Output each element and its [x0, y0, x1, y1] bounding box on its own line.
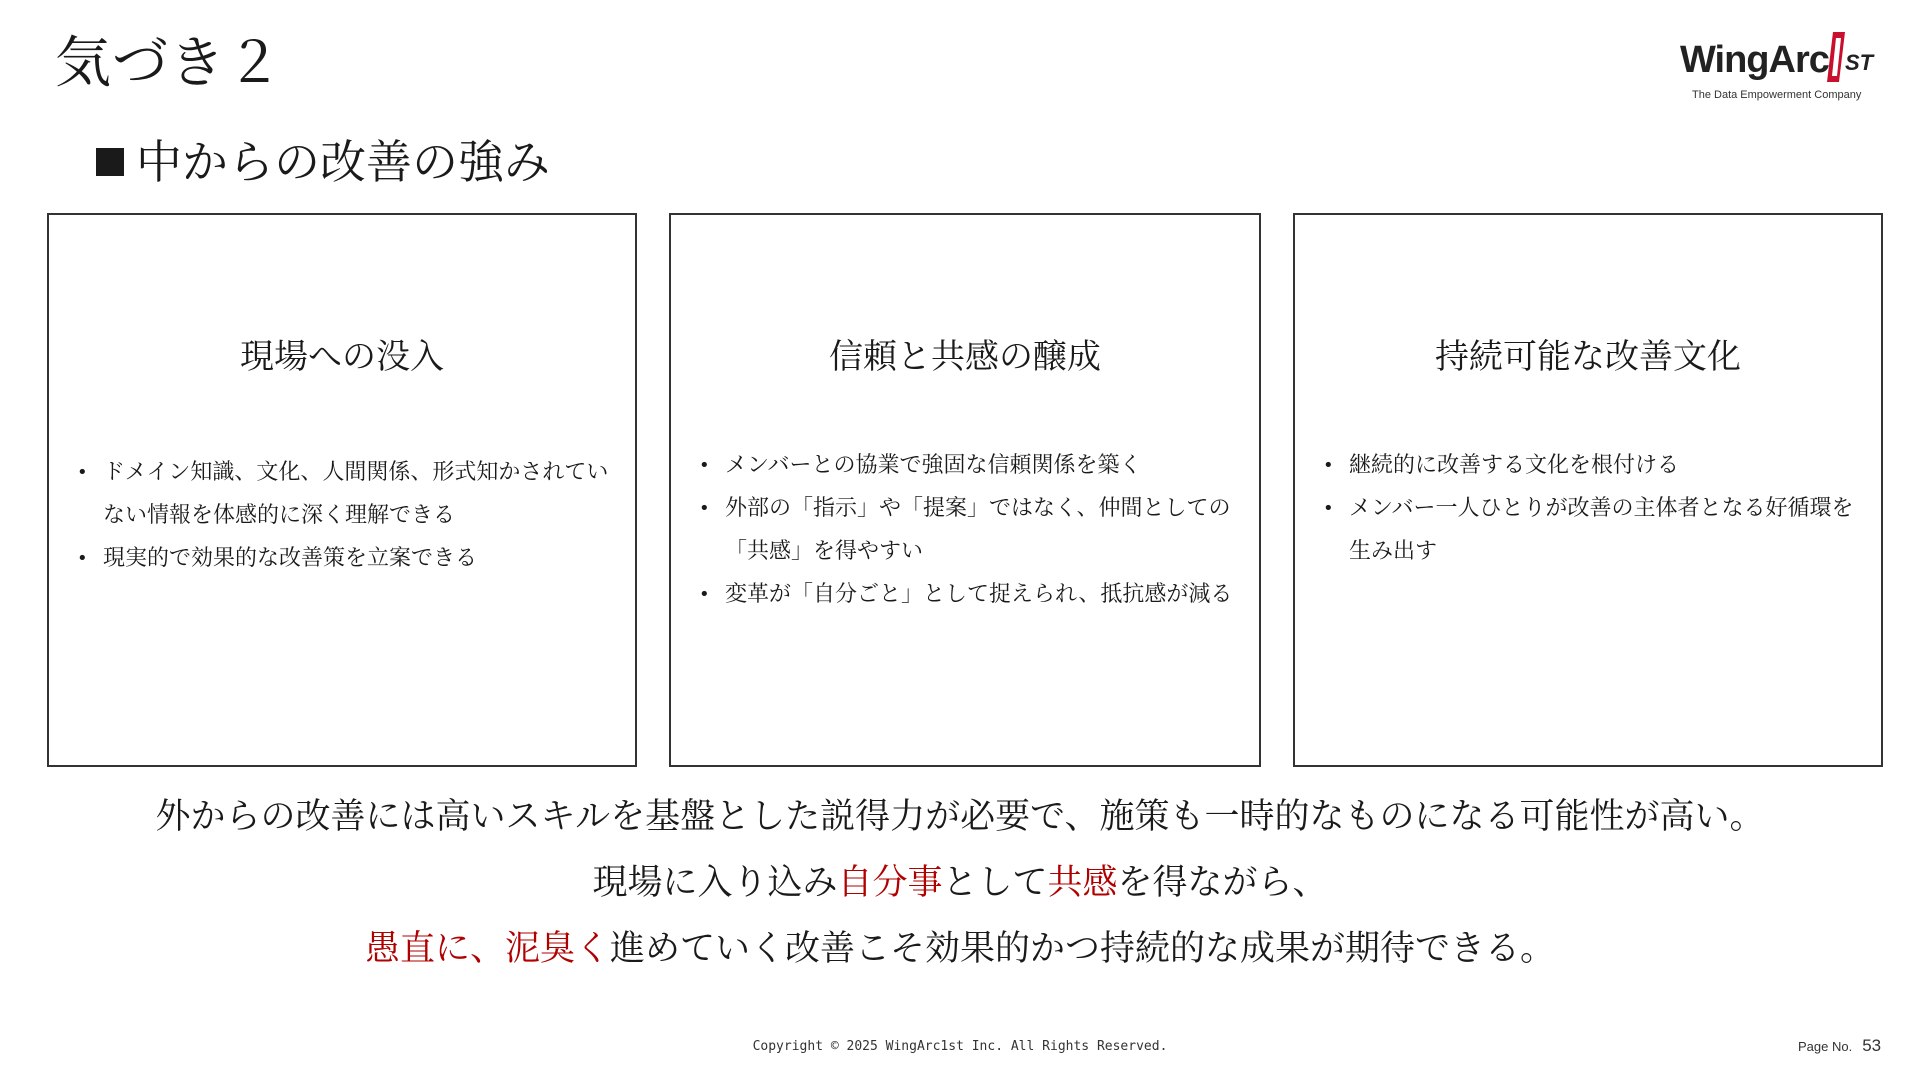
bullet-text: メンバー一人ひとりが改善の主体者となる好循環を生み出す — [1349, 496, 1854, 564]
bullet-dot-icon: • — [77, 548, 88, 569]
bullet-dot-icon: • — [77, 462, 88, 483]
logo-suffix: ST — [1845, 50, 1874, 75]
bullet-text: 継続的に改善する文化を根付ける — [1349, 453, 1680, 478]
section-heading — [96, 132, 550, 192]
list-item — [695, 444, 1243, 487]
list-item — [695, 487, 1243, 573]
list-item — [1319, 487, 1865, 573]
logo-wordmark: WingArc — [1680, 39, 1829, 81]
card-bullet-list — [1319, 444, 1865, 573]
conclusion-segment: 進めていく改善こそ効果的かつ持続的な成果が期待できる。 — [610, 929, 1556, 969]
card-title: 信頼と共感の醸成 — [829, 337, 1101, 377]
strength-card-sustainable-culture — [1293, 213, 1883, 767]
conclusion-segment: を得ながら、 — [1117, 863, 1328, 903]
strength-card-immersion — [47, 213, 637, 767]
bullet-dot-icon: • — [1323, 498, 1334, 519]
conclusion-line-2 — [0, 858, 1920, 908]
bullet-dot-icon: • — [699, 584, 710, 605]
logo-tagline: The Data Empowerment Company — [1692, 89, 1862, 101]
square-bullet-icon — [96, 148, 124, 176]
conclusion-line-3 — [0, 924, 1920, 974]
page-number-label: Page No. — [1798, 1039, 1853, 1054]
list-item — [73, 451, 619, 537]
bullet-dot-icon: • — [699, 455, 710, 476]
bullet-text: 現実的で効果的な改善策を立案できる — [103, 546, 478, 571]
list-item — [73, 537, 619, 580]
conclusion-highlight: 共感 — [1047, 863, 1118, 903]
card-title: 持続可能な改善文化 — [1435, 337, 1741, 377]
list-item — [695, 573, 1243, 616]
page-number — [1798, 1034, 1881, 1059]
conclusion-segment: 現場に入り込み — [592, 863, 838, 903]
bullet-dot-icon: • — [699, 498, 710, 519]
card-title: 現場への没入 — [240, 337, 444, 377]
copyright-footer: Copyright © 2025 WingArc1st Inc. All Rights Reserved. — [752, 1039, 1168, 1054]
conclusion-highlight: 自分事 — [837, 863, 943, 903]
section-heading-text: 中からの改善の強み — [136, 135, 550, 189]
logo-mark-icon — [1827, 32, 1845, 82]
bullet-dot-icon: • — [1323, 455, 1334, 476]
company-logo — [1680, 30, 1880, 110]
list-item — [1319, 444, 1865, 487]
conclusion-segment: として — [942, 863, 1048, 903]
bullet-text: ドメイン知識、文化、人間関係、形式知かされていない情報を体感的に深く理解できる — [103, 460, 609, 528]
slide-title: 気づき２ — [55, 31, 283, 96]
page-number-value: 53 — [1862, 1036, 1882, 1055]
bullet-text: 外部の「指示」や「提案」ではなく、仲間としての「共感」を得やすい — [725, 496, 1231, 564]
conclusion-line-1: 外からの改善には高いスキルを基盤とした説得力が必要で、施策も一時的なものになる可能性が高い。 — [155, 797, 1765, 837]
bullet-text: メンバーとの協業で強固な信頼関係を築く — [725, 453, 1142, 478]
card-bullet-list — [695, 444, 1243, 616]
conclusion-highlight: 愚直に、泥臭く — [364, 929, 610, 969]
card-bullet-list — [73, 451, 619, 580]
strength-card-trust — [669, 213, 1261, 767]
bullet-text: 変革が「自分ごと」として捉えられ、抵抗感が減る — [725, 582, 1233, 607]
